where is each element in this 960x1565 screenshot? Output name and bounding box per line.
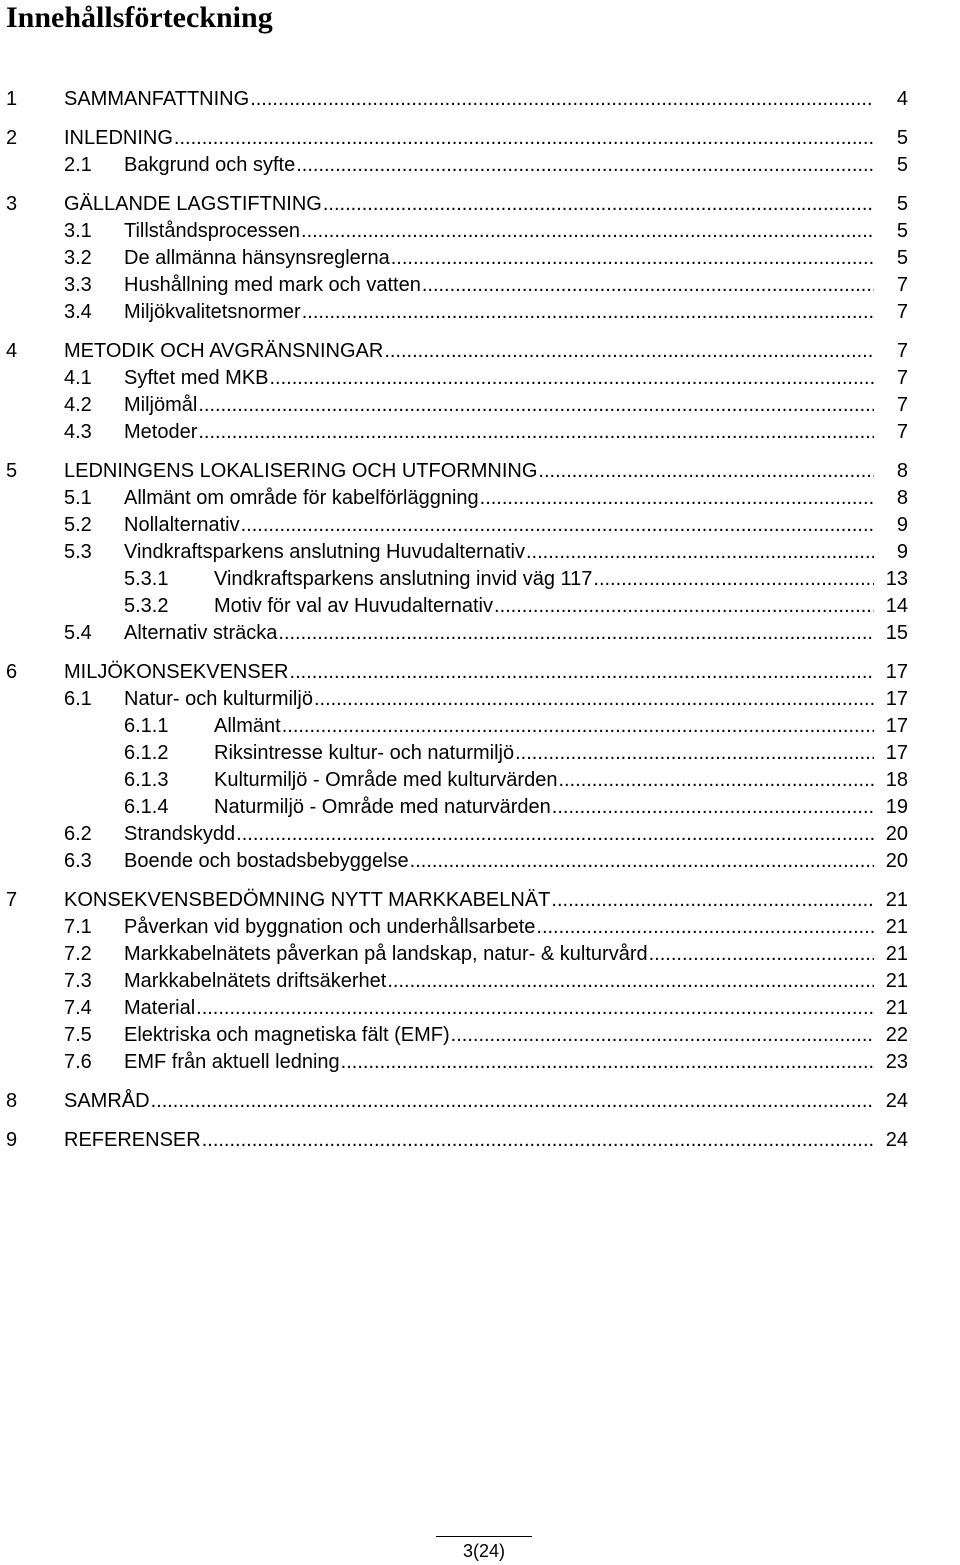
toc-entry-number: 4.1	[64, 367, 92, 389]
toc-entry-number: 2	[6, 127, 18, 149]
toc-entry-page: 5	[896, 154, 908, 176]
toc-dot-leader	[387, 968, 874, 995]
toc-entry[interactable]	[0, 968, 960, 995]
toc-entry-page: 7	[896, 367, 908, 389]
toc-dot-leader	[196, 995, 874, 1022]
toc-entry[interactable]	[0, 539, 960, 566]
toc-entry[interactable]	[0, 767, 960, 794]
toc-entry[interactable]	[0, 848, 960, 875]
toc-entry-number: 6.1.3	[124, 769, 169, 791]
toc-dot-leader	[391, 245, 874, 272]
toc-entry-number: 5.4	[64, 622, 92, 644]
toc-entry[interactable]	[0, 218, 960, 245]
toc-dot-leader	[314, 686, 874, 713]
toc-entry-number: 9	[6, 1129, 18, 1151]
toc-dot-leader	[536, 914, 874, 941]
toc-entry-page: 24	[885, 1129, 908, 1151]
toc-dot-leader	[384, 338, 874, 365]
toc-entry-number: 7.5	[64, 1024, 92, 1046]
toc-entry[interactable]	[0, 512, 960, 539]
page-title: Innehållsförteckning	[6, 1, 273, 34]
toc-entry-title: Hushållning med mark och vatten	[124, 272, 422, 299]
toc-dot-leader	[558, 767, 874, 794]
toc-entry-title: GÄLLANDE LAGSTIFTNING	[64, 191, 323, 218]
toc-dot-leader	[422, 272, 874, 299]
toc-dot-leader	[202, 1127, 874, 1154]
toc-entry-number: 7.3	[64, 970, 92, 992]
toc-entry-number: 8	[6, 1090, 18, 1112]
toc-entry[interactable]	[0, 338, 960, 365]
toc-entry-number: 6	[6, 661, 18, 683]
toc-entry[interactable]	[0, 659, 960, 686]
toc-entry-number: 5.3.2	[124, 595, 169, 617]
toc-entry-number: 6.2	[64, 823, 92, 845]
toc-entry-title: Motiv för val av Huvudalternativ	[214, 593, 494, 620]
toc-entry-page: 5	[896, 193, 908, 215]
toc-entry-number: 4.3	[64, 421, 92, 443]
toc-entry-title: KONSEKVENSBEDÖMNING NYTT MARKKABELNÄT	[64, 887, 551, 914]
toc-entry[interactable]	[0, 365, 960, 392]
toc-entry-title: LEDNINGENS LOKALISERING OCH UTFORMNING	[64, 458, 538, 485]
toc-entry-page: 21	[885, 916, 908, 938]
toc-entry[interactable]	[0, 620, 960, 647]
toc-entry-number: 3.3	[64, 274, 92, 296]
toc-entry-page: 7	[896, 301, 908, 323]
toc-entry-number: 7	[6, 889, 18, 911]
toc-dot-leader	[649, 941, 874, 968]
toc-entry-title: Markkabelnätets påverkan på landskap, natur- & kulturvård	[124, 941, 649, 968]
toc-entry[interactable]	[0, 272, 960, 299]
toc-entry-page: 9	[896, 541, 908, 563]
toc-entry-number: 3.2	[64, 247, 92, 269]
toc-entry-title: Riksintresse kultur- och naturmiljö	[214, 740, 515, 767]
toc-entry[interactable]	[0, 566, 960, 593]
toc-entry[interactable]	[0, 419, 960, 446]
toc-entry-page: 21	[885, 943, 908, 965]
toc-entry-title: Metoder	[124, 419, 198, 446]
toc-dot-leader	[302, 299, 874, 326]
toc-entry-title: SAMMANFATTNING	[64, 86, 250, 113]
toc-dot-leader	[282, 713, 874, 740]
toc-entry-title: Elektriska och magnetiska fält (EMF)	[124, 1022, 451, 1049]
toc-dot-leader	[515, 740, 874, 767]
toc-entry[interactable]	[0, 245, 960, 272]
toc-entry-page: 7	[896, 274, 908, 296]
toc-entry[interactable]	[0, 821, 960, 848]
toc-entry-number: 2.1	[64, 154, 92, 176]
toc-entry-number: 3	[6, 193, 18, 215]
toc-entry-title: EMF från aktuell ledning	[124, 1049, 341, 1076]
toc-entry-title: Allmänt	[214, 713, 282, 740]
toc-dot-leader	[174, 125, 874, 152]
toc-entry-page: 21	[885, 997, 908, 1019]
toc-entry-title: Markkabelnätets driftsäkerhet	[124, 968, 387, 995]
toc-entry-title: Vindkraftsparkens anslutning Huvudalternativ	[124, 539, 526, 566]
toc-entry[interactable]	[0, 458, 960, 485]
toc-entry-title: METODIK OCH AVGRÄNSNINGAR	[64, 338, 384, 365]
toc-entry-page: 7	[896, 340, 908, 362]
toc-entry[interactable]	[0, 887, 960, 914]
toc-entry-number: 5.2	[64, 514, 92, 536]
toc-entry-title: MILJÖKONSEKVENSER	[64, 659, 290, 686]
toc-entry-title: Tillståndsprocessen	[124, 218, 301, 245]
toc-entry[interactable]	[0, 86, 960, 113]
toc-entry-page: 17	[885, 742, 908, 764]
toc-entry-page: 7	[896, 394, 908, 416]
toc-dot-leader	[198, 392, 874, 419]
toc-dot-leader	[451, 1022, 874, 1049]
toc-entry[interactable]	[0, 1022, 960, 1049]
toc-entry[interactable]	[0, 740, 960, 767]
toc-entry-title: Syftet med MKB	[124, 365, 270, 392]
toc-entry[interactable]	[0, 485, 960, 512]
toc-entry-page: 24	[885, 1090, 908, 1112]
footer-rule	[436, 1536, 532, 1537]
toc-dot-leader	[593, 566, 874, 593]
toc-entry-number: 3.1	[64, 220, 92, 242]
toc-entry-number: 5.3.1	[124, 568, 169, 590]
toc-entry-title: Påverkan vid byggnation och underhållsarbete	[124, 914, 536, 941]
toc-entry-number: 1	[6, 88, 18, 110]
toc-dot-leader	[526, 539, 874, 566]
toc-entry-number: 6.1	[64, 688, 92, 710]
toc-dot-leader	[296, 152, 874, 179]
toc-entry-page: 7	[896, 421, 908, 443]
toc-dot-leader	[538, 458, 874, 485]
toc-entry-page: 17	[885, 661, 908, 683]
toc-entry-page: 17	[885, 715, 908, 737]
toc-entry-title: Allmänt om område för kabelförläggning	[124, 485, 480, 512]
toc-entry[interactable]	[0, 914, 960, 941]
toc-entry-page: 18	[885, 769, 908, 791]
toc-dot-leader	[270, 365, 875, 392]
toc-dot-leader	[410, 848, 874, 875]
toc-entry-title: Boende och bostadsbebyggelse	[124, 848, 410, 875]
toc-entry[interactable]	[0, 125, 960, 152]
toc-dot-leader	[151, 1088, 874, 1115]
toc-entry-number: 5	[6, 460, 18, 482]
toc-entry-title: Bakgrund och syfte	[124, 152, 296, 179]
toc-entry-page: 20	[885, 823, 908, 845]
toc-entry[interactable]	[0, 794, 960, 821]
toc-entry-page: 17	[885, 688, 908, 710]
toc-entry-page: 20	[885, 850, 908, 872]
toc-entry-page: 5	[896, 127, 908, 149]
toc-entry-number: 7.4	[64, 997, 92, 1019]
toc-entry-number: 6.3	[64, 850, 92, 872]
toc-dot-leader	[494, 593, 874, 620]
toc-entry-page: 8	[896, 460, 908, 482]
toc-entry-title: SAMRÅD	[64, 1088, 151, 1115]
toc-entry-title: Strandskydd	[124, 821, 236, 848]
toc-dot-leader	[241, 512, 874, 539]
toc-entry[interactable]	[0, 1049, 960, 1076]
toc-dot-leader	[480, 485, 874, 512]
toc-entry-number: 6.1.1	[124, 715, 169, 737]
toc-entry-page: 14	[885, 595, 908, 617]
toc-entry-page: 13	[885, 568, 908, 590]
toc-entry-page: 9	[896, 514, 908, 536]
toc-entry-title: Material	[124, 995, 196, 1022]
toc-entry-number: 6.1.2	[124, 742, 169, 764]
toc-entry-title: Naturmiljö - Område med naturvärden	[214, 794, 552, 821]
toc-entry[interactable]	[0, 299, 960, 326]
toc-dot-leader	[341, 1049, 874, 1076]
toc-entry-number: 7.1	[64, 916, 92, 938]
toc-entry-title: Nollalternativ	[124, 512, 241, 539]
toc-entry-page: 8	[896, 487, 908, 509]
toc-dot-leader	[278, 620, 874, 647]
toc-dot-leader	[236, 821, 874, 848]
toc-entry-title: Miljömål	[124, 392, 198, 419]
toc-dot-leader	[290, 659, 874, 686]
toc-entry-title: Miljökvalitetsnormer	[124, 299, 302, 326]
toc-entry-page: 15	[885, 622, 908, 644]
toc-entry-number: 3.4	[64, 301, 92, 323]
toc-entry-page: 5	[896, 220, 908, 242]
toc-dot-leader	[250, 86, 874, 113]
toc-entry-number: 7.6	[64, 1051, 92, 1073]
toc-entry[interactable]	[0, 713, 960, 740]
toc-entry-number: 4.2	[64, 394, 92, 416]
toc-dot-leader	[301, 218, 874, 245]
toc-entry-title: Kulturmiljö - Område med kulturvärden	[214, 767, 558, 794]
toc-entry[interactable]	[0, 1127, 960, 1154]
toc-entry-title: Vindkraftsparkens anslutning invid väg 117	[214, 566, 593, 593]
toc-entry-title: REFERENSER	[64, 1127, 202, 1154]
toc-entry-number: 5.3	[64, 541, 92, 563]
toc-entry-page: 21	[885, 970, 908, 992]
toc-entry-title: Natur- och kulturmiljö	[124, 686, 314, 713]
toc-entry[interactable]	[0, 392, 960, 419]
toc-entry-page: 19	[885, 796, 908, 818]
page-number: 3(24)	[462, 1541, 506, 1561]
toc-entry[interactable]	[0, 152, 960, 179]
toc-entry[interactable]	[0, 191, 960, 218]
toc-dot-leader	[198, 419, 874, 446]
toc-entry-number: 6.1.4	[124, 796, 169, 818]
toc-entry-title: INLEDNING	[64, 125, 174, 152]
toc-entry[interactable]	[0, 593, 960, 620]
toc-entry-page: 5	[896, 247, 908, 269]
toc-entry[interactable]	[0, 1088, 960, 1115]
toc-entry[interactable]	[0, 686, 960, 713]
toc-dot-leader	[552, 794, 874, 821]
toc-entry[interactable]	[0, 941, 960, 968]
toc-entry-title: De allmänna hänsynsreglerna	[124, 245, 391, 272]
toc-entry-page: 22	[885, 1024, 908, 1046]
toc-entry-page: 21	[885, 889, 908, 911]
toc-entry-page: 23	[885, 1051, 908, 1073]
toc-entry-number: 4	[6, 340, 18, 362]
toc-entry-title: Alternativ sträcka	[124, 620, 278, 647]
toc-entry-number: 5.1	[64, 487, 92, 509]
toc-entry-number: 7.2	[64, 943, 92, 965]
toc-entry-page: 4	[896, 88, 908, 110]
toc-entry[interactable]	[0, 995, 960, 1022]
toc-dot-leader	[323, 191, 874, 218]
toc-dot-leader	[551, 887, 874, 914]
